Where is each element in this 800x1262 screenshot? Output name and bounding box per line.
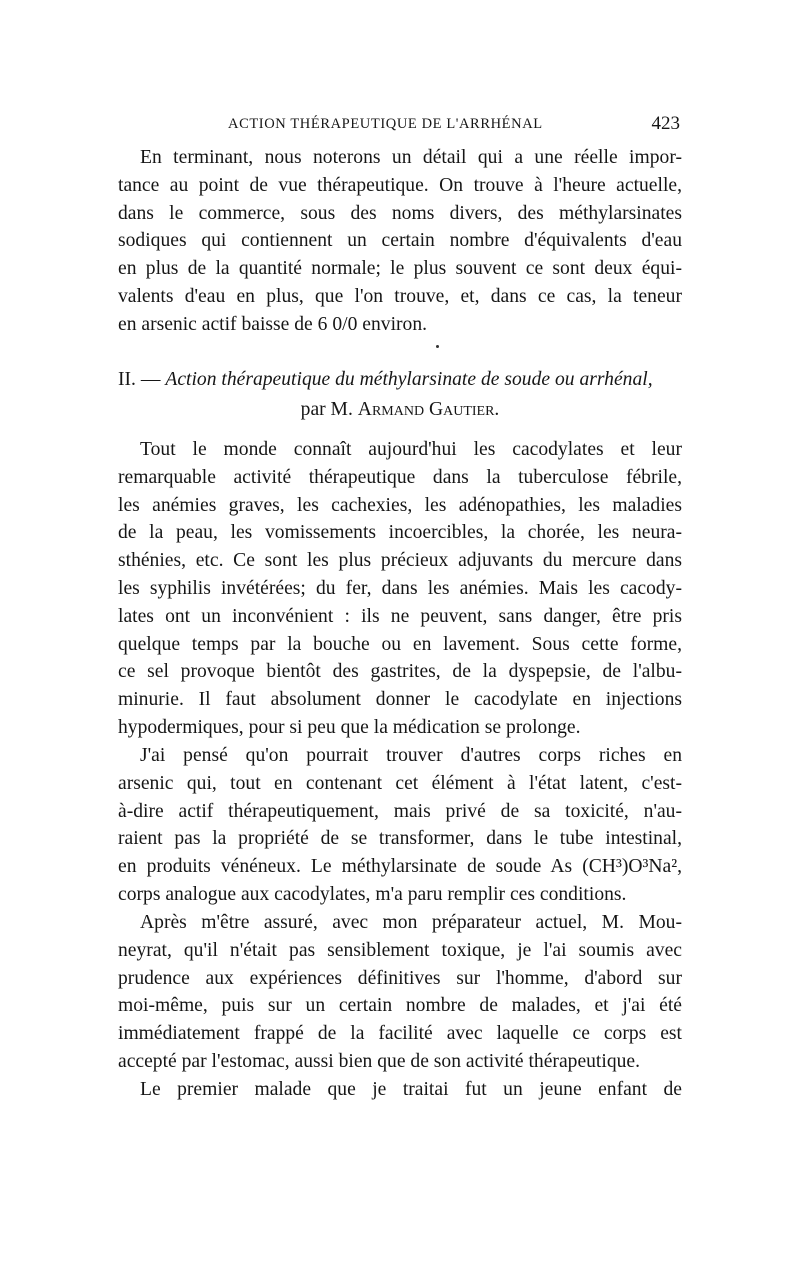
text-line: raient pas la propriété de se transformer, dans le tube intestinal,: [118, 828, 682, 850]
text-line: valents d'eau en plus, que l'on trouve, et, dans ce cas, la teneur: [118, 285, 682, 307]
text-line: remarquable activité thérapeutique dans la tuberculose fébrile,: [118, 466, 682, 488]
text-line: immédiatement frappé de la facilité avec laquelle ce corps est: [118, 1023, 682, 1045]
section-heading: [118, 365, 682, 425]
author-name: Armand Gautier.: [357, 399, 500, 420]
text-line: les syphilis invétérées; du fer, dans les anémies. Mais les cacody-: [118, 577, 682, 599]
text-line: hypodermiques, pour si peu que la médication se prolonge.: [118, 716, 581, 738]
author-prefix: par M.: [300, 399, 353, 420]
text-line: accepté par l'estomac, aussi bien que de son activité thérapeutique.: [118, 1050, 641, 1072]
text-line: les anémies graves, les cachexies, les adénopathies, les maladies: [118, 494, 682, 516]
running-header: [118, 113, 682, 137]
text-line: Tout le monde connaît aujourd'hui les cacodylates et leur: [140, 439, 682, 460]
header-title: ACTION THÉRAPEUTIQUE DE L'ARRHÉNAL: [228, 116, 543, 132]
section-title: Action thérapeutique du méthylarsinate de soude ou arrhénal,: [165, 369, 653, 390]
paragraph-3: [118, 742, 682, 909]
paragraph-5: [118, 1076, 682, 1104]
text-line: à-dire actif thérapeutiquement, mais privé de sa toxicité, n'au-: [118, 800, 682, 822]
text-line: sodiques qui contiennent un certain nombre d'équivalents d'eau: [118, 230, 682, 252]
text-line: quelque temps par la bouche ou en lavement. Sous cette forme,: [118, 633, 682, 655]
text-line: corps analogue aux cacodylates, m'a paru remplir ces conditions.: [118, 883, 627, 905]
text-line: moi-même, puis sur un certain nombre de malades, et j'ai été: [118, 995, 682, 1017]
paragraph-2: [118, 436, 682, 742]
section-number: II. —: [118, 369, 161, 390]
text-line: arsenic qui, tout en contenant cet élément à l'état latent, c'est-: [118, 772, 682, 794]
text-line: dans le commerce, sous des noms divers, des méthylarsinates: [118, 202, 682, 224]
text-line: En terminant, nous noterons un détail qui a une réelle impor-: [140, 147, 682, 168]
text-line: minurie. Il faut absolument donner le cacodylate en injections: [118, 689, 682, 711]
text-line: tance au point de vue thérapeutique. On trouve à l'heure actuelle,: [118, 174, 682, 196]
text-line: Le premier malade que je traitai fut un jeune enfant de: [140, 1079, 682, 1100]
text-line: prudence aux expériences définitives sur l'homme, d'abord sur: [118, 967, 682, 989]
text-line: en produits vénéneux. Le méthylarsinate de soude As (CH³)O³Na²,: [118, 856, 682, 878]
text-line: de la peau, les vomissements incoercibles, la chorée, les neura-: [118, 522, 682, 544]
text-line: ce sel provoque bientôt des gastrites, de la dyspepsie, de l'albu-: [118, 661, 682, 683]
section-title-line: [118, 365, 682, 395]
text-line: neyrat, qu'il n'était pas sensiblement toxique, je l'ai soumis avec: [118, 939, 682, 961]
page-number: 423: [651, 113, 680, 134]
text-line: en plus de la quantité normale; le plus souvent ce sont deux équi-: [118, 258, 682, 280]
text-line: lates ont un inconvénient : ils ne peuvent, sans danger, être pris: [118, 605, 682, 627]
text-line: sthénies, etc. Ce sont les plus précieux adjuvants du mercure dans: [118, 550, 682, 572]
text-line: en arsenic actif baisse de 6 0/0 environ.: [118, 313, 428, 335]
paragraph-1: [118, 144, 682, 339]
ink-speck: [436, 345, 439, 348]
paragraph-4: [118, 909, 682, 1076]
text-line: J'ai pensé qu'on pourrait trouver d'autres corps riches en: [140, 745, 682, 766]
section-author-line: [118, 395, 682, 425]
text-line: Après m'être assuré, avec mon préparateur actuel, M. Mou-: [140, 912, 682, 933]
